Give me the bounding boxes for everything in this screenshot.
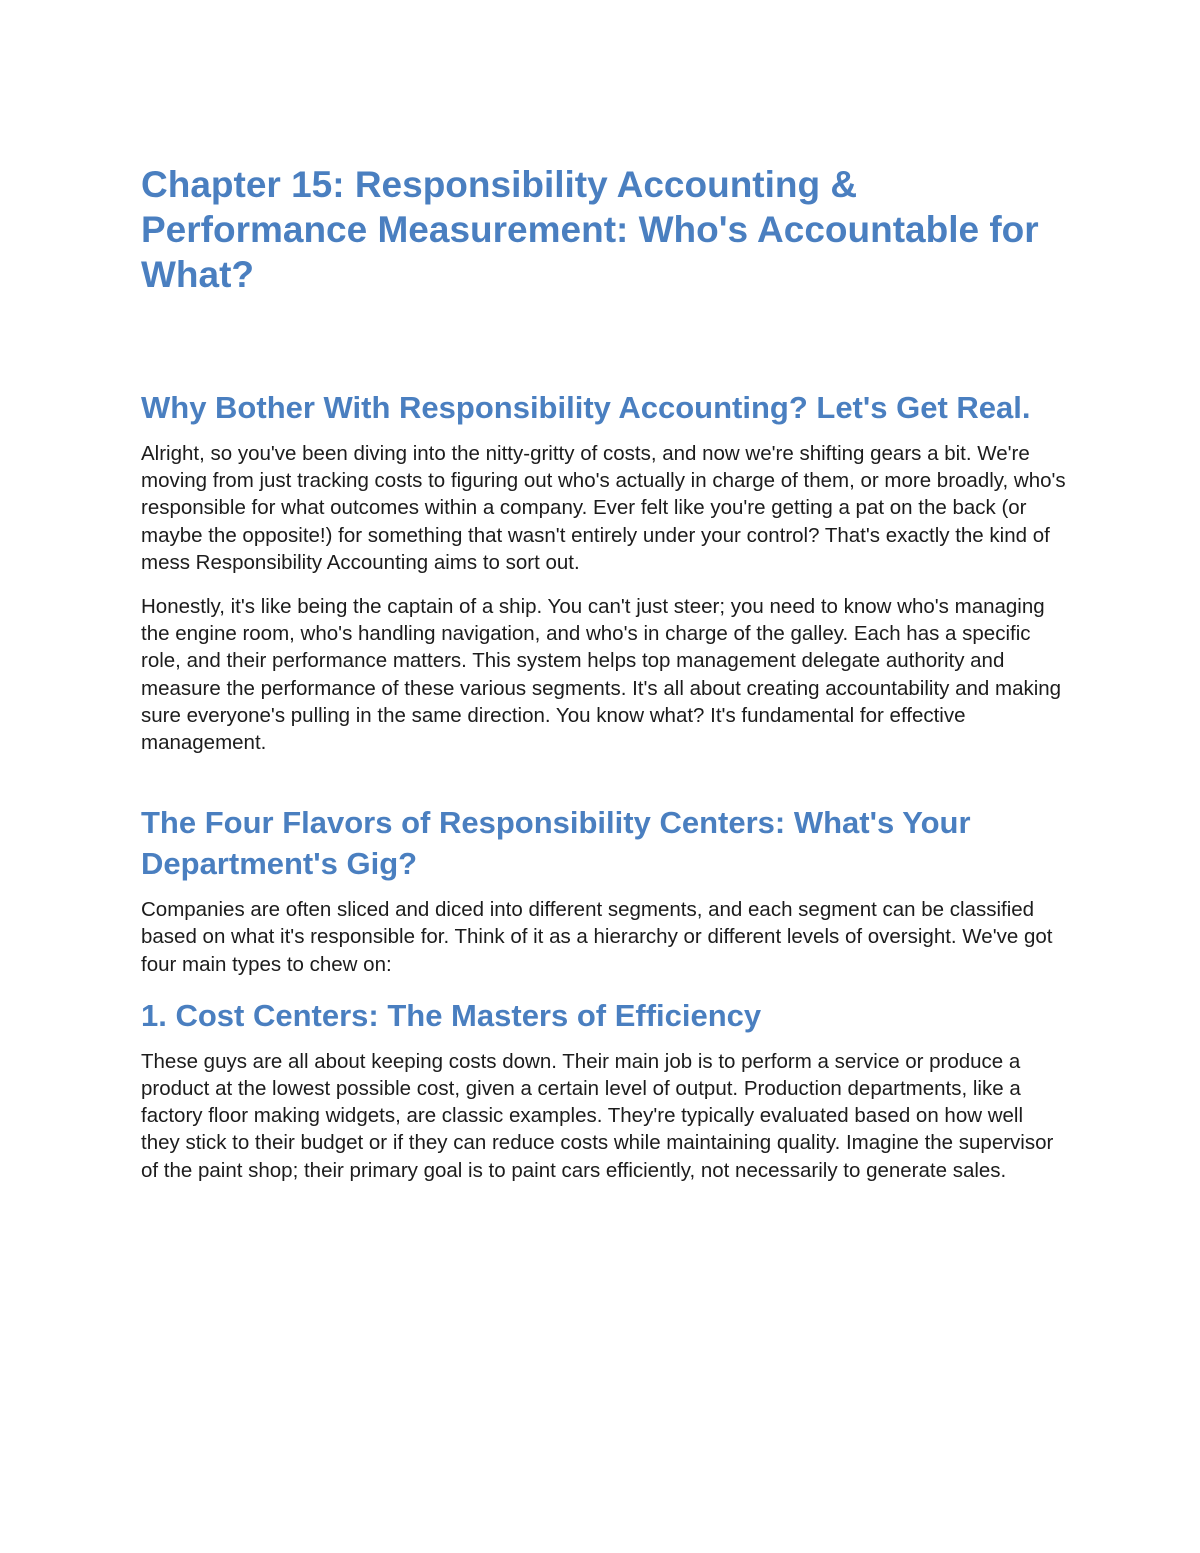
section-paragraph: Companies are often sliced and diced into different segments, and each segment can be classified based on what it's responsible for. Think of it as a hierarchy or different levels of oversight. We've got four main types to chew on: xyxy=(141,898,1053,976)
document-body xyxy=(141,162,1066,1184)
section-heading-cost-centers: 1. Cost Centers: The Masters of Efficiency xyxy=(141,997,762,1033)
section-paragraph: Honestly, it's like being the captain of a ship. You can't just steer; you need to know who's managing the engine room, who's handling navigation, and who's in charge of the galley. Each has a specific role, and their performance matters. This system helps top management delegate authority and measure the performance of these various segments. It's all about creating accountability and making sure everyone's pulling in the same direction. You know what? It's fundamental for effective management. xyxy=(141,595,1062,755)
chapter-title: Chapter 15: Responsibility Accounting & Performance Measurement: Who's Accountable for What? xyxy=(141,164,1039,295)
section-paragraph: Alright, so you've been diving into the nitty-gritty of costs, and now we're shifting gears a bit. We're moving from just tracking costs to figuring out who's actually in charge of them, or more broadly, who's responsible for what outcomes within a company. Ever felt like you're getting a pat on the back (or maybe the opposite!) for something that wasn't entirely under your control? That's exactly the kind of mess Responsibility Accounting aims to sort out. xyxy=(141,442,1066,574)
section-heading-why-bother: Why Bother With Responsibility Accounting? Let's Get Real. xyxy=(141,390,1031,425)
section-heading-four-flavors: The Four Flavors of Responsibility Centers: What's Your Department's Gig? xyxy=(141,805,971,882)
section-paragraph: These guys are all about keeping costs down. Their main job is to perform a service or produce a product at the lowest possible cost, given a certain level of output. Production departments, like a factory floor making widgets, are classic examples. They're typically evaluated based on how well they stick to their budget or if they can reduce costs while maintaining quality. Imagine the supervisor of the paint shop; their primary goal is to paint cars efficiently, not necessarily to generate sales. xyxy=(141,1049,1054,1182)
